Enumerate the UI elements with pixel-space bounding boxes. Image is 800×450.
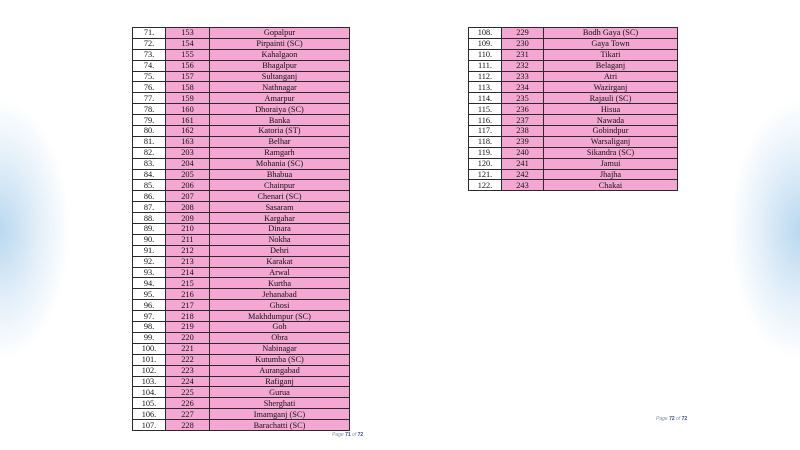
constituency-number-cell: 226 xyxy=(166,398,210,409)
constituency-number-cell: 228 xyxy=(166,420,210,431)
constituency-number-cell: 204 xyxy=(166,158,210,169)
footer-of: of xyxy=(676,416,681,422)
constituency-name-cell: Chakai xyxy=(544,180,678,191)
table-row xyxy=(133,332,350,343)
background-glow-right xyxy=(710,0,800,450)
constituency-name-cell: Bodh Gaya (SC) xyxy=(544,28,678,39)
constituency-number-cell: 211 xyxy=(166,234,210,245)
constituency-number-cell: 216 xyxy=(166,289,210,300)
serial-number-cell: 93. xyxy=(133,267,166,278)
serial-number-cell: 73. xyxy=(133,49,166,60)
footer-prefix: Page xyxy=(332,432,344,438)
constituency-number-cell: 207 xyxy=(166,191,210,202)
serial-number-cell: 81. xyxy=(133,136,166,147)
table-row xyxy=(469,104,678,115)
table-row xyxy=(469,93,678,104)
serial-number-cell: 114. xyxy=(469,93,502,104)
footer-page-total: 72 xyxy=(357,432,364,438)
serial-number-cell: 100. xyxy=(133,343,166,354)
serial-number-cell: 105. xyxy=(133,398,166,409)
constituency-name-cell: Kurtha xyxy=(210,278,350,289)
constituency-number-cell: 154 xyxy=(166,38,210,49)
constituency-number-cell: 224 xyxy=(166,376,210,387)
constituency-name-cell: Sikandra (SC) xyxy=(544,147,678,158)
constituency-number-cell: 223 xyxy=(166,365,210,376)
constituency-name-cell: Atri xyxy=(544,71,678,82)
serial-number-cell: 88. xyxy=(133,213,166,224)
constituency-number-cell: 235 xyxy=(502,93,544,104)
constituency-name-cell: Mohania (SC) xyxy=(210,158,350,169)
constituency-name-cell: Jhajha xyxy=(544,169,678,180)
footer-page-number: 71 xyxy=(345,432,351,438)
constituency-number-cell: 157 xyxy=(166,71,210,82)
constituency-number-cell: 161 xyxy=(166,115,210,126)
table-row xyxy=(133,398,350,409)
constituency-name-cell: Bhabua xyxy=(210,169,350,180)
constituency-number-cell: 156 xyxy=(166,60,210,71)
table-row xyxy=(133,234,350,245)
constituency-number-cell: 160 xyxy=(166,104,210,115)
table-row xyxy=(469,49,678,60)
constituency-name-cell: Gobindpur xyxy=(544,126,678,137)
constituency-number-cell: 222 xyxy=(166,354,210,365)
footer-page-number: 72 xyxy=(669,416,675,422)
table-row xyxy=(133,115,350,126)
document-page-right xyxy=(402,0,720,450)
table-row xyxy=(133,82,350,93)
constituency-name-cell: Nabinagar xyxy=(210,343,350,354)
serial-number-cell: 116. xyxy=(469,115,502,126)
serial-number-cell: 80. xyxy=(133,126,166,137)
serial-number-cell: 74. xyxy=(133,60,166,71)
constituency-name-cell: Makhdumpur (SC) xyxy=(210,311,350,322)
table-row xyxy=(469,71,678,82)
table-row xyxy=(133,49,350,60)
background-glow-left xyxy=(0,0,90,450)
constituency-name-cell: Imamganj (SC) xyxy=(210,409,350,420)
constituency-number-cell: 159 xyxy=(166,93,210,104)
page-footer-left xyxy=(332,432,363,438)
constituency-name-cell: Arwal xyxy=(210,267,350,278)
constituency-name-cell: Jamui xyxy=(544,158,678,169)
constituency-name-cell: Karakat xyxy=(210,256,350,267)
constituency-table-right xyxy=(468,27,678,191)
constituency-number-cell: 233 xyxy=(502,71,544,82)
constituency-name-cell: Sasaram xyxy=(210,202,350,213)
constituency-number-cell: 210 xyxy=(166,224,210,235)
footer-of: of xyxy=(352,432,357,438)
table-row xyxy=(133,104,350,115)
table-row xyxy=(133,267,350,278)
constituency-name-cell: Dinara xyxy=(210,224,350,235)
table-row xyxy=(133,387,350,398)
serial-number-cell: 108. xyxy=(469,28,502,39)
constituency-name-cell: Bhagalpur xyxy=(210,60,350,71)
serial-number-cell: 115. xyxy=(469,104,502,115)
constituency-number-cell: 236 xyxy=(502,104,544,115)
serial-number-cell: 85. xyxy=(133,180,166,191)
constituency-number-cell: 155 xyxy=(166,49,210,60)
serial-number-cell: 117. xyxy=(469,126,502,137)
table-row xyxy=(133,311,350,322)
constituency-name-cell: Ramgarh xyxy=(210,147,350,158)
table-row xyxy=(133,322,350,333)
table-row xyxy=(133,420,350,431)
document-page-left xyxy=(80,0,400,450)
table-row xyxy=(469,136,678,147)
serial-number-cell: 89. xyxy=(133,224,166,235)
table-row xyxy=(133,93,350,104)
constituency-number-cell: 162 xyxy=(166,126,210,137)
serial-number-cell: 82. xyxy=(133,147,166,158)
constituency-name-cell: Dhoraiya (SC) xyxy=(210,104,350,115)
constituency-number-cell: 229 xyxy=(502,28,544,39)
table-row xyxy=(133,180,350,191)
constituency-number-cell: 219 xyxy=(166,322,210,333)
table-row xyxy=(133,343,350,354)
serial-number-cell: 72. xyxy=(133,38,166,49)
serial-number-cell: 94. xyxy=(133,278,166,289)
serial-number-cell: 99. xyxy=(133,332,166,343)
table-row xyxy=(133,278,350,289)
constituency-number-cell: 241 xyxy=(502,158,544,169)
constituency-number-cell: 215 xyxy=(166,278,210,289)
table-row xyxy=(133,213,350,224)
constituency-name-cell: Jehanabad xyxy=(210,289,350,300)
table-row xyxy=(469,115,678,126)
serial-number-cell: 120. xyxy=(469,158,502,169)
constituency-number-cell: 209 xyxy=(166,213,210,224)
constituency-number-cell: 240 xyxy=(502,147,544,158)
constituency-name-cell: Sultanganj xyxy=(210,71,350,82)
constituency-number-cell: 208 xyxy=(166,202,210,213)
constituency-number-cell: 203 xyxy=(166,147,210,158)
table-row xyxy=(469,28,678,39)
table-row xyxy=(133,191,350,202)
table-row xyxy=(469,180,678,191)
serial-number-cell: 83. xyxy=(133,158,166,169)
serial-number-cell: 98. xyxy=(133,322,166,333)
constituency-name-cell: Chainpur xyxy=(210,180,350,191)
constituency-name-cell: Rajauli (SC) xyxy=(544,93,678,104)
table-row xyxy=(469,60,678,71)
table-row xyxy=(133,28,350,39)
constituency-name-cell: Tikari xyxy=(544,49,678,60)
constituency-name-cell: Aurangabad xyxy=(210,365,350,376)
constituency-name-cell: Barachatti (SC) xyxy=(210,420,350,431)
serial-number-cell: 112. xyxy=(469,71,502,82)
constituency-number-cell: 212 xyxy=(166,245,210,256)
constituency-number-cell: 239 xyxy=(502,136,544,147)
constituency-number-cell: 217 xyxy=(166,300,210,311)
serial-number-cell: 106. xyxy=(133,409,166,420)
constituency-number-cell: 237 xyxy=(502,115,544,126)
constituency-name-cell: Gopalpur xyxy=(210,28,350,39)
constituency-name-cell: Nokha xyxy=(210,234,350,245)
serial-number-cell: 78. xyxy=(133,104,166,115)
table-row xyxy=(133,38,350,49)
constituency-name-cell: Gaya Town xyxy=(544,38,678,49)
constituency-number-cell: 232 xyxy=(502,60,544,71)
constituency-name-cell: Dehri xyxy=(210,245,350,256)
table-row xyxy=(133,245,350,256)
constituency-name-cell: Ghosi xyxy=(210,300,350,311)
constituency-number-cell: 230 xyxy=(502,38,544,49)
serial-number-cell: 75. xyxy=(133,71,166,82)
constituency-name-cell: Chenari (SC) xyxy=(210,191,350,202)
table-row xyxy=(133,409,350,420)
serial-number-cell: 104. xyxy=(133,387,166,398)
table-row xyxy=(133,300,350,311)
table-row xyxy=(469,38,678,49)
constituency-number-cell: 206 xyxy=(166,180,210,191)
constituency-number-cell: 153 xyxy=(166,28,210,39)
serial-number-cell: 103. xyxy=(133,376,166,387)
serial-number-cell: 77. xyxy=(133,93,166,104)
constituency-name-cell: Gurua xyxy=(210,387,350,398)
constituency-name-cell: Wazirganj xyxy=(544,82,678,93)
serial-number-cell: 118. xyxy=(469,136,502,147)
constituency-number-cell: 225 xyxy=(166,387,210,398)
constituency-name-cell: Kutumba (SC) xyxy=(210,354,350,365)
serial-number-cell: 97. xyxy=(133,311,166,322)
table-row xyxy=(469,169,678,180)
constituency-name-cell: Katoria (ST) xyxy=(210,126,350,137)
constituency-number-cell: 220 xyxy=(166,332,210,343)
serial-number-cell: 71. xyxy=(133,28,166,39)
table-row xyxy=(133,60,350,71)
table-row xyxy=(133,365,350,376)
footer-prefix: Page xyxy=(656,416,668,422)
serial-number-cell: 84. xyxy=(133,169,166,180)
constituency-number-cell: 218 xyxy=(166,311,210,322)
constituency-number-cell: 238 xyxy=(502,126,544,137)
constituency-name-cell: Kargahar xyxy=(210,213,350,224)
constituency-number-cell: 231 xyxy=(502,49,544,60)
constituency-number-cell: 243 xyxy=(502,180,544,191)
table-row xyxy=(469,126,678,137)
table-row xyxy=(133,256,350,267)
constituency-number-cell: 242 xyxy=(502,169,544,180)
table-row xyxy=(133,224,350,235)
page-footer-right xyxy=(656,416,687,422)
constituency-name-cell: Banka xyxy=(210,115,350,126)
constituency-name-cell: Pirpainti (SC) xyxy=(210,38,350,49)
table-row xyxy=(133,289,350,300)
table-row xyxy=(133,136,350,147)
constituency-name-cell: Rafiganj xyxy=(210,376,350,387)
table-row xyxy=(133,147,350,158)
serial-number-cell: 86. xyxy=(133,191,166,202)
serial-number-cell: 107. xyxy=(133,420,166,431)
constituency-number-cell: 158 xyxy=(166,82,210,93)
table-row xyxy=(133,202,350,213)
table-row xyxy=(133,354,350,365)
table-row xyxy=(133,158,350,169)
constituency-name-cell: Sherghati xyxy=(210,398,350,409)
serial-number-cell: 102. xyxy=(133,365,166,376)
serial-number-cell: 90. xyxy=(133,234,166,245)
constituency-number-cell: 221 xyxy=(166,343,210,354)
constituency-name-cell: Kahalgaon xyxy=(210,49,350,60)
serial-number-cell: 95. xyxy=(133,289,166,300)
table-row xyxy=(133,376,350,387)
serial-number-cell: 79. xyxy=(133,115,166,126)
serial-number-cell: 92. xyxy=(133,256,166,267)
table-row xyxy=(133,169,350,180)
constituency-number-cell: 213 xyxy=(166,256,210,267)
constituency-name-cell: Hisua xyxy=(544,104,678,115)
constituency-name-cell: Belhar xyxy=(210,136,350,147)
constituency-name-cell: Goh xyxy=(210,322,350,333)
table-row xyxy=(469,147,678,158)
serial-number-cell: 110. xyxy=(469,49,502,60)
serial-number-cell: 122. xyxy=(469,180,502,191)
table-row xyxy=(133,126,350,137)
footer-page-total: 72 xyxy=(681,416,688,422)
constituency-name-cell: Amarpur xyxy=(210,93,350,104)
table-row xyxy=(469,158,678,169)
serial-number-cell: 119. xyxy=(469,147,502,158)
serial-number-cell: 96. xyxy=(133,300,166,311)
constituency-number-cell: 205 xyxy=(166,169,210,180)
serial-number-cell: 76. xyxy=(133,82,166,93)
serial-number-cell: 121. xyxy=(469,169,502,180)
constituency-name-cell: Nathnagar xyxy=(210,82,350,93)
serial-number-cell: 87. xyxy=(133,202,166,213)
constituency-number-cell: 163 xyxy=(166,136,210,147)
serial-number-cell: 101. xyxy=(133,354,166,365)
constituency-number-cell: 214 xyxy=(166,267,210,278)
constituency-name-cell: Belaganj xyxy=(544,60,678,71)
serial-number-cell: 109. xyxy=(469,38,502,49)
constituency-table-left xyxy=(132,27,350,431)
constituency-name-cell: Warsaliganj xyxy=(544,136,678,147)
serial-number-cell: 111. xyxy=(469,60,502,71)
table-row xyxy=(469,82,678,93)
serial-number-cell: 113. xyxy=(469,82,502,93)
constituency-number-cell: 234 xyxy=(502,82,544,93)
constituency-number-cell: 227 xyxy=(166,409,210,420)
table-row xyxy=(133,71,350,82)
serial-number-cell: 91. xyxy=(133,245,166,256)
constituency-name-cell: Obra xyxy=(210,332,350,343)
constituency-name-cell: Nawada xyxy=(544,115,678,126)
